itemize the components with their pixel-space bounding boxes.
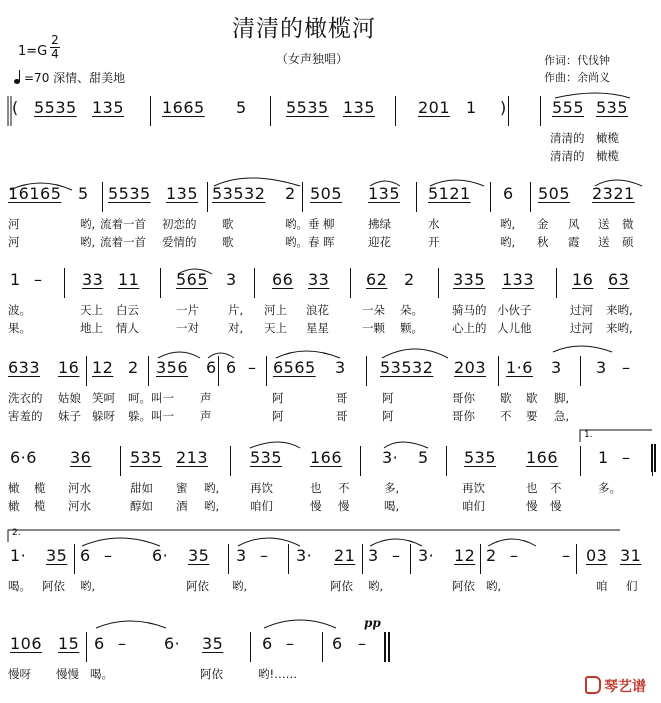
- note-group: 12: [454, 546, 476, 565]
- note-group: 535: [130, 448, 163, 467]
- lyricist-credit: 作词：代伐钟: [544, 54, 610, 67]
- lyric-word: 心上的: [452, 321, 487, 335]
- note-group: 201: [418, 98, 451, 117]
- lyric-word: 天上: [80, 303, 103, 317]
- lyric-word: 再饮: [250, 481, 273, 495]
- note-group: 3: [551, 358, 562, 377]
- lyric-word: 一对: [176, 321, 199, 335]
- lyric-word: 风: [568, 217, 580, 231]
- lyric-word: 歇: [526, 391, 538, 405]
- lyric-word: 拂绿: [368, 217, 391, 231]
- lyric-word: 阿依: [330, 579, 353, 593]
- volta-label: 2.: [12, 528, 21, 538]
- note-group: 11: [118, 270, 140, 289]
- lyric-word: 躲。叫一: [128, 409, 174, 423]
- lyric-word: 咱们: [250, 499, 273, 513]
- note-group: 6: [262, 634, 273, 653]
- slur: [488, 539, 536, 546]
- lyric-word: 不: [500, 409, 512, 423]
- note-group: 35: [202, 634, 224, 653]
- lyric-word: 初恋的: [162, 217, 197, 231]
- lyric-word: 也: [526, 481, 538, 495]
- final-barline: [652, 444, 655, 472]
- lyric-word: 小伙子: [497, 303, 532, 317]
- lyric-word: 歇: [500, 391, 512, 405]
- note-group: 535: [464, 448, 497, 467]
- note-group: 16: [58, 358, 80, 377]
- note-group: 35: [46, 546, 68, 565]
- lyric-word: 阿依: [200, 667, 223, 681]
- note-group: 15: [58, 634, 80, 653]
- lyric-word: 霞: [568, 235, 580, 249]
- note-group: –: [510, 546, 519, 565]
- note-group: 5: [78, 184, 89, 203]
- lyric-word: 声: [200, 409, 212, 423]
- note-group: 3: [368, 546, 379, 565]
- note-group: 3: [226, 270, 237, 289]
- note-group: 505: [310, 184, 343, 203]
- lyric-word: 多。: [598, 481, 621, 495]
- time-sig-bottom: 4: [51, 47, 59, 61]
- lyric-word: 河水: [68, 481, 91, 495]
- lyric-word: 慢呀: [8, 667, 31, 681]
- note-group: 1·: [10, 546, 27, 565]
- note-group: –: [622, 448, 631, 467]
- note-group: 135: [343, 98, 376, 117]
- note-group: 6: [206, 358, 217, 377]
- lyric-word: 哟,: [232, 579, 248, 593]
- slur: [276, 351, 340, 358]
- note-group: 12: [92, 358, 114, 377]
- note-group: –: [260, 546, 269, 565]
- lyric-word: 来哟,: [606, 321, 633, 335]
- lyric-word: 波。: [8, 303, 31, 317]
- lyric-word: 慢: [310, 499, 322, 513]
- lyric-word: 白云: [116, 303, 139, 317]
- note-group: 33: [308, 270, 330, 289]
- lyric-word: 咱们: [462, 499, 485, 513]
- note-group: 6: [226, 358, 237, 377]
- lyric-word: 一颗: [362, 321, 385, 335]
- lyric-word: 甜如: [130, 481, 153, 495]
- lyric-word: 河上: [264, 303, 287, 317]
- lyric-word: 不: [550, 481, 562, 495]
- slur: [214, 178, 300, 186]
- note-group: 6: [332, 634, 343, 653]
- lyric-word: 姑娘: [58, 391, 81, 405]
- note-group: 63: [608, 270, 630, 289]
- lyric-word: 急,: [554, 409, 570, 423]
- note-group: 62: [366, 270, 388, 289]
- volta-1-bracket: [580, 430, 652, 442]
- lyric-word: 哟!……: [258, 667, 298, 681]
- lyric-word: 慢: [526, 499, 538, 513]
- lyric-word: 喝,: [384, 499, 400, 513]
- slur: [370, 181, 400, 186]
- song-subtitle: （女声独唱）: [276, 52, 349, 66]
- lyric-word: 阿依: [42, 579, 65, 593]
- lyric-word: 晖: [323, 235, 335, 249]
- lyric-word: 哟,: [80, 217, 96, 231]
- note-group: 2: [285, 184, 296, 203]
- lyric-word: 阿: [382, 409, 394, 423]
- slur: [595, 180, 642, 186]
- lyric-word: 哟,: [80, 235, 96, 249]
- note-group: –: [562, 546, 571, 565]
- note-group: 5: [418, 448, 429, 467]
- lyric-word: 哟,: [486, 579, 502, 593]
- lyric-word: 哟,: [500, 217, 516, 231]
- note-group: 3: [236, 546, 247, 565]
- note-group: 2: [128, 358, 139, 377]
- slur: [384, 442, 428, 448]
- note-group: 03: [586, 546, 608, 565]
- lyric-word: 硕: [622, 235, 634, 249]
- lyric-word: 慢: [550, 499, 562, 513]
- lyric-word: 喝。: [90, 667, 113, 681]
- slur: [555, 93, 630, 98]
- note-group: 6: [80, 546, 91, 565]
- tempo-text: =70 深情、甜美地: [24, 71, 126, 85]
- lyric-word: 醇如: [130, 499, 153, 513]
- slur: [10, 183, 72, 190]
- note-group: 335: [453, 270, 486, 289]
- lyric-word: 不: [338, 481, 350, 495]
- lyric-word: 情人: [116, 321, 139, 335]
- lyric-word: 过河: [570, 321, 593, 335]
- time-sig-top: 2: [51, 33, 59, 47]
- note-group: 31: [620, 546, 642, 565]
- lyric-word: 清清的: [550, 149, 585, 163]
- note-group: 5121: [428, 184, 471, 203]
- note-group: 5535: [34, 98, 77, 117]
- note-group: 203: [454, 358, 487, 377]
- lyric-word: 金: [537, 217, 549, 231]
- lyric-word: 蜜: [176, 481, 188, 495]
- lyric-word: 秋: [537, 235, 549, 249]
- lyric-word: 人儿他: [497, 321, 532, 335]
- lyric-word: 要: [526, 409, 538, 423]
- lyric-word: 河水: [68, 499, 91, 513]
- note-group: 3: [596, 358, 607, 377]
- lyric-word: 骑马的: [452, 303, 487, 317]
- note-group: 3·: [382, 448, 399, 467]
- lyric-word: 声: [200, 391, 212, 405]
- lyric-word: 再饮: [462, 481, 485, 495]
- lyric-word: 喝。: [8, 579, 31, 593]
- note-group: 1: [598, 448, 609, 467]
- note-group: 106: [10, 634, 43, 653]
- note-group: 3: [335, 358, 346, 377]
- note-group: 21: [334, 546, 356, 565]
- note-group: 6: [503, 184, 514, 203]
- lyric-word: 清清的: [550, 131, 585, 145]
- lyric-word: 妹子: [58, 409, 81, 423]
- lyric-word: 一朵: [362, 303, 385, 317]
- lyric-word: 橄: [8, 499, 20, 513]
- note-group: 1665: [162, 98, 205, 117]
- lyric-word: 送: [598, 217, 610, 231]
- lyric-word: 哟。垂: [285, 217, 320, 231]
- lyric-word: 哟,: [368, 579, 384, 593]
- note-group: 5535: [108, 184, 151, 203]
- note-group: 535: [250, 448, 283, 467]
- repeat-start: [8, 96, 11, 126]
- lyric-word: 哟,: [204, 499, 220, 513]
- slur: [96, 621, 166, 628]
- slur: [158, 352, 200, 358]
- note-group: ): [500, 98, 507, 117]
- note-group: 1·6: [506, 358, 533, 377]
- lyric-word: 浪花: [306, 303, 329, 317]
- lyric-word: 哟,: [500, 235, 516, 249]
- lyric-word: 开: [428, 235, 440, 249]
- lyric-word: 哥: [336, 409, 348, 423]
- lyric-word: 橄榄: [596, 149, 619, 163]
- volta-label: 1.: [584, 430, 593, 440]
- lyric-word: 颗。: [400, 321, 423, 335]
- lyric-word: 来哟,: [606, 303, 633, 317]
- lyric-word: 橄榄: [596, 131, 619, 145]
- slur: [178, 269, 212, 274]
- lyric-word: 朵。: [400, 303, 423, 317]
- note-group: 1: [466, 98, 477, 117]
- lyric-word: 哥你: [452, 409, 475, 423]
- slur: [382, 349, 448, 358]
- note-group: 3·: [418, 546, 435, 565]
- note-group: 5535: [286, 98, 329, 117]
- slur: [370, 539, 422, 546]
- dynamic-marking: pp: [364, 616, 381, 630]
- lyric-word: 歌: [222, 235, 234, 249]
- note-group: –: [286, 634, 295, 653]
- lyric-word: 片,: [228, 303, 244, 317]
- lyric-word: 过河: [570, 303, 593, 317]
- note-group: 2321: [592, 184, 635, 203]
- lyric-word: 笑呵: [92, 391, 115, 405]
- lyric-word: 榄: [34, 499, 46, 513]
- lyric-word: 躲呀: [92, 409, 115, 423]
- lyric-word: 哥: [336, 391, 348, 405]
- note-group: 565: [176, 270, 209, 289]
- note-group: 166: [526, 448, 559, 467]
- slur: [553, 346, 612, 352]
- note-group: 356: [156, 358, 189, 377]
- note-group: 6·: [164, 634, 181, 653]
- lyric-word: 橄: [8, 481, 20, 495]
- note-group: –: [34, 270, 43, 289]
- slur: [250, 442, 300, 448]
- end-barline: [385, 632, 389, 662]
- lyric-word: 咱: [596, 579, 608, 593]
- watermark-text: 琴艺谱: [604, 679, 646, 695]
- note-group: 36: [70, 448, 92, 467]
- note-group: –: [392, 546, 401, 565]
- note-group: –: [248, 358, 257, 377]
- lyric-word: 阿: [382, 391, 394, 405]
- note-group: 1: [10, 270, 21, 289]
- lyric-word: 流着一首: [100, 217, 146, 231]
- note-group: 33: [82, 270, 104, 289]
- lyric-word: 也: [310, 481, 322, 495]
- note-group: 535: [596, 98, 629, 117]
- lyric-word: 多,: [384, 481, 400, 495]
- note-group: 555: [552, 98, 585, 117]
- lyric-word: 迎花: [368, 235, 391, 249]
- note-group: 2: [404, 270, 415, 289]
- lyric-word: 酒: [176, 499, 188, 513]
- note-group: 2: [486, 546, 497, 565]
- note-group: 5: [236, 98, 247, 117]
- lyric-word: 地上: [80, 321, 103, 335]
- note-group: 66: [272, 270, 294, 289]
- lyric-word: 阿: [272, 391, 284, 405]
- note-group: 505: [538, 184, 571, 203]
- note-group: 633: [8, 358, 41, 377]
- lyric-word: 流着一首: [100, 235, 146, 249]
- note-group: 6: [94, 634, 105, 653]
- note-group: 3·: [296, 546, 313, 565]
- lyric-word: 洗衣的: [8, 391, 43, 405]
- note-group: (: [12, 98, 19, 117]
- lyric-word: 一片: [176, 303, 199, 317]
- composer-credit: 作曲：余尚义: [544, 71, 610, 84]
- note-group: 16165: [8, 184, 62, 203]
- note-group: 35: [188, 546, 210, 565]
- lyric-word: 河: [8, 235, 20, 249]
- slur: [430, 180, 484, 186]
- lyric-word: 微: [622, 217, 634, 231]
- note-group: 135: [92, 98, 125, 117]
- lyric-word: 果。: [8, 321, 31, 335]
- lyric-word: 柳: [323, 217, 335, 231]
- lyric-word: 害羞的: [8, 409, 43, 423]
- note-group: –: [358, 634, 367, 653]
- song-title: 清清的橄榄河: [232, 16, 376, 42]
- slur: [82, 538, 160, 546]
- lyric-word: 对,: [228, 321, 244, 335]
- key-signature: 1=G: [18, 44, 48, 59]
- lyric-word: 哥你: [452, 391, 475, 405]
- lyric-word: 哟。春: [285, 235, 320, 249]
- lyric-word: 河: [8, 217, 20, 231]
- lyric-word: 阿: [272, 409, 284, 423]
- note-group: 135: [368, 184, 401, 203]
- note-group: 53532: [380, 358, 434, 377]
- slur: [208, 353, 234, 358]
- note-group: 135: [166, 184, 199, 203]
- lyric-word: 慢慢: [56, 667, 79, 681]
- lyric-word: 阿依: [186, 579, 209, 593]
- note-group: –: [104, 546, 113, 565]
- note-group: 213: [176, 448, 209, 467]
- note-group: –: [118, 634, 127, 653]
- lyric-word: 慢: [338, 499, 350, 513]
- slur: [238, 538, 300, 546]
- lyric-word: 水: [428, 217, 440, 231]
- note-group: 133: [502, 270, 535, 289]
- note-group: 6565: [273, 358, 316, 377]
- lyric-word: 榄: [34, 481, 46, 495]
- lyric-word: 呵。叫一: [128, 391, 174, 405]
- lyric-word: 天上: [264, 321, 287, 335]
- lyric-word: 歌: [222, 217, 234, 231]
- note-group: 53532: [212, 184, 266, 203]
- slur: [264, 620, 336, 628]
- lyric-word: 阿依: [452, 579, 475, 593]
- lyric-word: 哟,: [204, 481, 220, 495]
- note-group: –: [622, 358, 631, 377]
- note-group: 6·: [152, 546, 169, 565]
- lyric-word: 爱情的: [162, 235, 197, 249]
- note-group: 16: [572, 270, 594, 289]
- note-group: 6·6: [10, 448, 37, 467]
- note-group: 166: [310, 448, 343, 467]
- lyric-word: 脚,: [554, 391, 570, 405]
- lyric-word: 送: [598, 235, 610, 249]
- lyric-word: 星星: [306, 321, 329, 335]
- lyric-word: 哟,: [80, 579, 96, 593]
- lyric-word: 们: [626, 579, 638, 593]
